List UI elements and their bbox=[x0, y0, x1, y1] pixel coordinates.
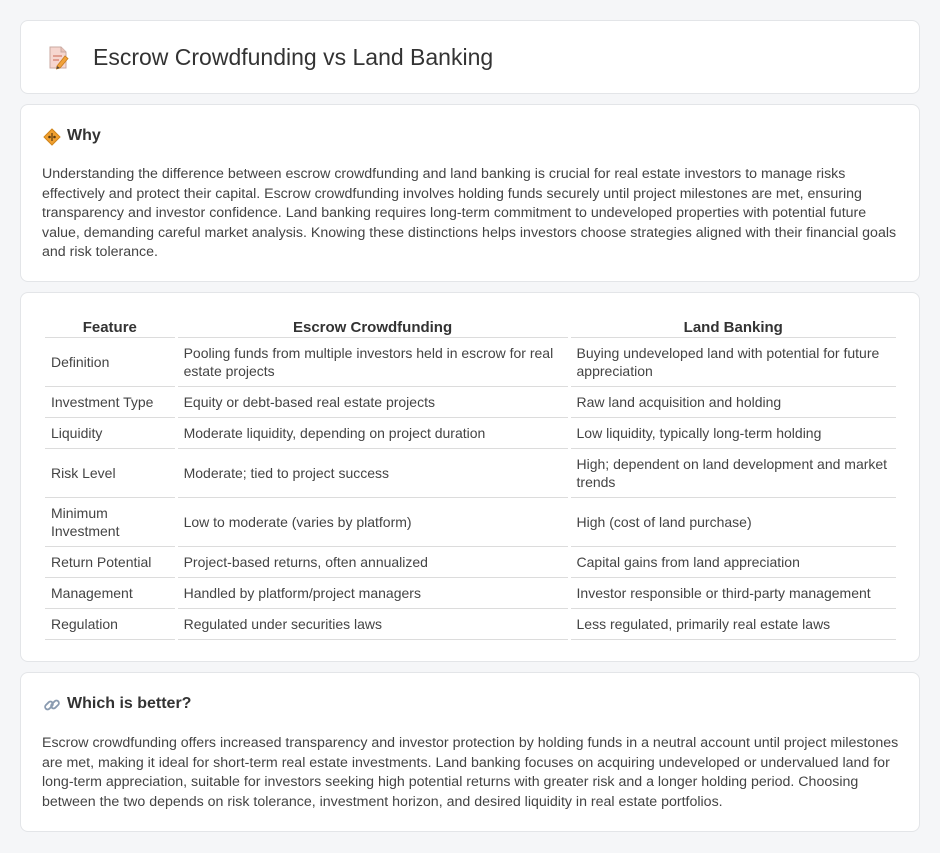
feature-cell: Investment Type bbox=[45, 387, 175, 418]
table-row bbox=[45, 609, 896, 640]
escrow-cell: Moderate; tied to project success bbox=[178, 449, 568, 498]
diamond-sign-icon bbox=[43, 128, 61, 146]
escrow-cell: Equity or debt-based real estate projects bbox=[178, 387, 568, 418]
table-row bbox=[45, 498, 896, 547]
land-cell: High; dependent on land development and market trends bbox=[571, 449, 896, 498]
feature-cell: Return Potential bbox=[45, 547, 175, 578]
column-header-feature: Feature bbox=[45, 314, 175, 338]
comparison-section bbox=[20, 292, 920, 662]
feature-cell: Liquidity bbox=[45, 418, 175, 449]
comparison-table bbox=[42, 314, 899, 640]
land-cell: Less regulated, primarily real estate laws bbox=[571, 609, 896, 640]
column-header-land: Land Banking bbox=[571, 314, 896, 338]
land-cell: Low liquidity, typically long-term holding bbox=[571, 418, 896, 449]
page-title: Escrow Crowdfunding vs Land Banking bbox=[93, 44, 494, 70]
table-row bbox=[45, 418, 896, 449]
why-text: Understanding the difference between escrow crowdfunding and land banking is crucial for real estate investors to manage risks effectively and protect their capital. Escrow crowdfunding involves holding funds securely until project milestones are met, ensuring transparency and investor confidence. Land banking requires long-term commitment to undeveloped properties with potential future value, demanding careful market analysis. Knowing these distinctions helps investors choose strategies aligned with their financial goals and risk tolerance. bbox=[42, 166, 897, 261]
table-row bbox=[45, 547, 896, 578]
header-card bbox=[20, 20, 920, 94]
table-row bbox=[45, 449, 896, 498]
feature-cell: Management bbox=[45, 578, 175, 609]
escrow-cell: Pooling funds from multiple investors held in escrow for real estate projects bbox=[178, 338, 568, 387]
escrow-cell: Regulated under securities laws bbox=[178, 609, 568, 640]
escrow-cell: Project-based returns, often annualized bbox=[178, 547, 568, 578]
table-row bbox=[45, 387, 896, 418]
land-cell: Investor responsible or third-party management bbox=[571, 578, 896, 609]
land-cell: High (cost of land purchase) bbox=[571, 498, 896, 547]
why-heading: Why bbox=[67, 127, 101, 144]
land-cell: Capital gains from land appreciation bbox=[571, 547, 896, 578]
which-is-better-section bbox=[20, 672, 920, 832]
link-icon bbox=[43, 696, 61, 714]
better-heading: Which is better? bbox=[67, 695, 192, 712]
table-header-row bbox=[45, 314, 896, 338]
land-cell: Raw land acquisition and holding bbox=[571, 387, 896, 418]
feature-cell: Risk Level bbox=[45, 449, 175, 498]
land-cell: Buying undeveloped land with potential for future appreciation bbox=[571, 338, 896, 387]
escrow-cell: Handled by platform/project managers bbox=[178, 578, 568, 609]
feature-cell: Minimum Investment bbox=[45, 498, 175, 547]
escrow-cell: Moderate liquidity, depending on project duration bbox=[178, 418, 568, 449]
document-edit-icon bbox=[47, 46, 69, 70]
column-header-escrow: Escrow Crowdfunding bbox=[178, 314, 568, 338]
table-row bbox=[45, 338, 896, 387]
feature-cell: Regulation bbox=[45, 609, 175, 640]
table-row bbox=[45, 578, 896, 609]
escrow-cell: Low to moderate (varies by platform) bbox=[178, 498, 568, 547]
feature-cell: Definition bbox=[45, 338, 175, 387]
why-section bbox=[20, 104, 920, 282]
better-text: Escrow crowdfunding offers increased transparency and investor protection by holding funds in a neutral account until project milestones are met, making it ideal for short-term real estate investments. Land banking focuses on acquiring undeveloped or undervalued land for long-term appreciation, suitable for investors seeking high potential returns with greater risk and a longer holding period. Choosing between the two depends on risk tolerance, investment horizon, and desired liquidity in real estate portfolios. bbox=[42, 735, 899, 810]
